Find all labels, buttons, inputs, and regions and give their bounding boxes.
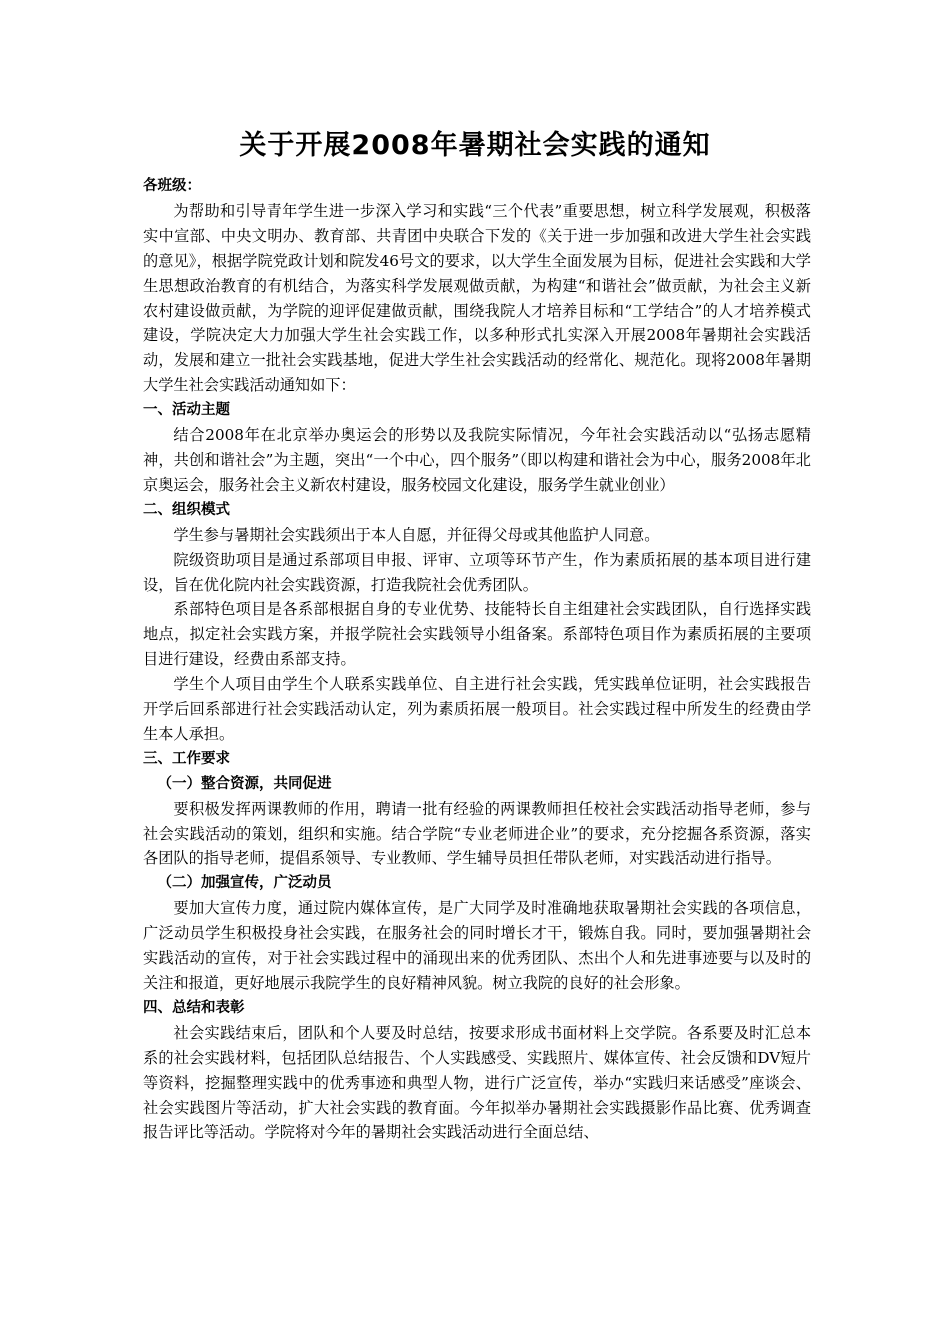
section-heading-summary: 四、总结和表彰 <box>143 999 245 1016</box>
subsection-heading-resources: （一）整合资源，共同促进 <box>157 775 332 792</box>
section-heading-requirements: 三、工作要求 <box>143 750 230 767</box>
document-body <box>143 174 811 1145</box>
theme-paragraph: 结合2008年在北京举办奥运会的形势以及我院实际情况，今年社会实践活动以“弘扬志愿精神，共创和谐社会”为主题，突出“一个中心，四个服务”（即以构建和谐社会为中心，服务2008年北京奥运会，服务社会主义新农村建设，服务校园文化建设，服务学生就业创业） <box>143 426 811 494</box>
intro-paragraph: 为帮助和引导青年学生进一步深入学习和实践“三个代表”重要思想，树立科学发展观，积极落实中宣部、中央文明办、教育部、共青团中央联合下发的《关于进一步加强和改进大学生社会实践的意见》，根据学院党政计划和院发46号文的要求，以大学生全面发展为目标，促进社会实践和大学生思想政治教育的有机结合，为落实科学发展观做贡献，为构建“和谐社会”做贡献，为社会主义新农村建设做贡献，为学院的迎评促建做贡献，围绕我院人才培养目标和“工学结合”的人才培养模式建设，学院决定大力加强大学生社会实践工作，以多种形式扎实深入开展2008年暑期社会实践活动，发展和建立一批社会实践基地，促进大学生社会实践活动的经常化、规范化。现将2008年暑期大学生社会实践活动通知如下： <box>143 201 811 395</box>
subsection-heading-publicity: （二）加强宣传，广泛动员 <box>157 875 332 892</box>
organization-paragraph-1: 学生参与暑期社会实践须出于本人自愿，并征得父母或其他监护人同意。 <box>173 525 660 544</box>
organization-paragraph-3: 系部特色项目是各系部根据自身的专业优势、技能特长自主组建社会实践团队，自行选择实践地点，拟定社会实践方案，并报学院社会实践领导小组备案。系部特色项目作为素质拓展的主要项目进行建设，经费由系部支持。 <box>143 600 811 669</box>
publicity-paragraph: 要加大宣传力度，通过院内媒体宣传，是广大同学及时准确地获取暑期社会实践的各项信息，广泛动员学生积极投身社会实践，在服务社会的同时增长才干，锻炼自我。同时，要加强暑期社会实践活动的宣传，对于社会实践过程中的涌现出来的优秀团队、杰出个人和先进事迹要与以及时的关注和报道，更好地展示我院学生的良好精神风貌。树立我院的良好的社会形象。 <box>143 899 811 992</box>
summary-paragraph: 社会实践结束后，团队和个人要及时总结，按要求形成书面材料上交学院。各系要及时汇总本系的社会实践材料，包括团队总结报告、个人实践感受、实践照片、媒体宣传、社会反馈和DV短片等资料，挖掘整理实践中的优秀事迹和典型人物，进行广泛宣传，举办“实践归来话感受”座谈会、社会实践图片等活动，扩大社会实践的教育面。今年拟举办暑期社会实践摄影作品比赛、优秀调查报告评比等活动。学院将对今年的暑期社会实践活动进行全面总结、 <box>143 1023 811 1142</box>
resources-paragraph: 要积极发挥两课教师的作用，聘请一批有经验的两课教师担任校社会实践活动指导老师，参与社会实践活动的策划，组织和实施。结合学院“专业老师进企业”的要求，充分挖掘各系资源，落实各团队的指导老师，提倡系领导、专业教师、学生辅导员担任带队老师，对实践活动进行指导。 <box>143 799 811 868</box>
document-title: 关于开展2008年暑期社会实践的通知 <box>239 130 711 161</box>
organization-paragraph-2: 院级资助项目是通过系部项目申报、评审、立项等环节产生，作为素质拓展的基本项目进行建设，旨在优化院内社会实践资源，打造我院社会优秀团队。 <box>143 550 811 594</box>
organization-paragraph-4: 学生个人项目由学生个人联系实践单位、自主进行社会实践，凭实践单位证明，社会实践报告开学后回系部进行社会实践活动认定，列为素质拓展一般项目。社会实践过程中所发生的经费由学生本人承担。 <box>143 675 811 743</box>
section-heading-theme: 一、活动主题 <box>143 402 230 419</box>
salutation: 各班级： <box>143 178 201 194</box>
section-heading-organization: 二、组织模式 <box>143 501 230 518</box>
